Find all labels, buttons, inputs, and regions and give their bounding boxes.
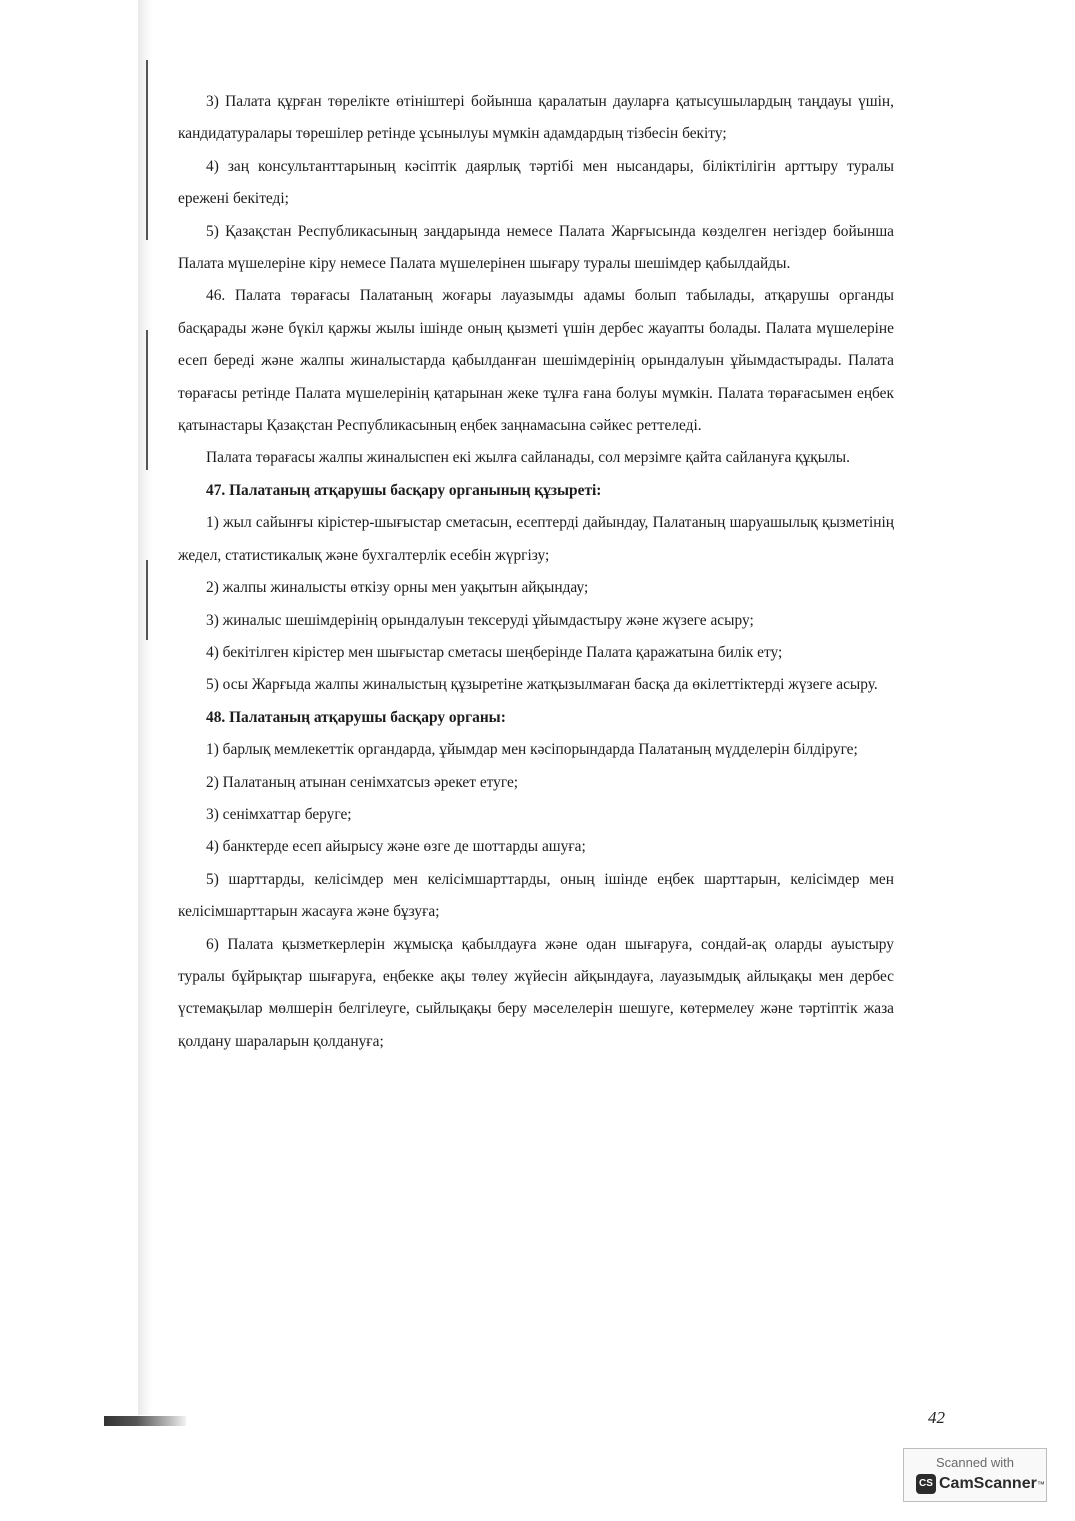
paragraph: 5) шарттарды, келісімдер мен келісімшарттарды, оның ішінде еңбек шарттарын, келісімдер мен келісімшарттарын жасауға және бұзуға;	[178, 870, 894, 921]
paragraph: 4) бекітілген кірістер мен шығыстар сметасы шеңберінде Палата қаражатына билік ету;	[206, 643, 783, 661]
page-number: 42	[928, 1408, 945, 1427]
scan-edge-bar	[104, 1416, 186, 1426]
paragraph: 3) Палата құрған төрелікте өтініштері бойынша қаралатын дауларға қатысушылардың таңдауы үшін, кандидатуралары төрешілер ретінде ұсынылуы мүмкін адамдардың тізбесін бекіту;	[178, 93, 894, 143]
paragraph: 3) сенімхаттар беруге;	[206, 805, 352, 823]
page-edge-line	[146, 560, 148, 640]
paragraph: 4) банктерде есеп айырысу және өзге де шоттарды ашуға;	[206, 838, 586, 856]
trademark-mark: ™	[1036, 1479, 1045, 1489]
watermark-caption: Scanned with	[935, 1455, 1015, 1470]
paragraph: 2) Палатаның атынан сенімхатсыз әрекет етуге;	[206, 773, 519, 791]
paragraph: 6) Палата қызметкерлерін жұмысқа қабылдауға және одан шығаруға, сондай-ақ оларды ауыстыру туралы бұйрықтар шығаруға, еңбекке ақы төлеу жүйесін айқындауға, лауазымдық айлықақы мен дербес үстемақылар мөлшерін белгілеуге, сыйлықақы беру мәселелерін шешуге, көтермелеу және тәртіптік жаза қолдану шараларын қолдануға;	[178, 935, 894, 1050]
page-edge-line	[146, 330, 148, 470]
paragraph: 5) осы Жарғыда жалпы жиналыстың құзыретіне жатқызылмаған басқа да өкілеттіктерді жүзеге асыру.	[206, 676, 878, 694]
paragraph: 4) заң консультанттарының кәсіптік даярлық тәртібі мен нысандары, біліктілігін арттыру туралы ережені бекітеді;	[178, 157, 894, 208]
watermark-brand: CamScanner	[939, 1475, 1037, 1492]
section-heading: 47. Палатаның атқарушы басқару органының құзыреті:	[206, 481, 602, 499]
section-heading: 48. Палатаның атқарушы басқару органы:	[206, 708, 506, 726]
paragraph: Палата төрағасы жалпы жиналыспен екі жылға сайланады, сол мерзімге қайта сайлануға құқылы.	[206, 449, 850, 467]
page-edge-line	[146, 60, 148, 240]
camscanner-logo-icon: CS	[916, 1474, 936, 1494]
paragraph: 3) жиналыс шешімдерінің орындалуын тексеруді ұйымдастыру және жүзеге асыру;	[206, 611, 754, 629]
paragraph: 46. Палата төрағасы Палатаның жоғары лауазымды адамы болып табылады, атқарушы органды басқарады және бүкіл қаржы жылы ішінде оның қызметі үшін дербес жауапты болады. Палата мүшелеріне есеп береді және жалпы жиналыстарда қабылданған шешімдерінің орындалуын ұйымдастырады. Палата төрағасы ретінде Палата мүшелерінің қатарынан жеке тұлға ғана болуы мүмкін. Палата төрағасымен еңбек қатынастары Қазақстан Республикасының еңбек заңнамасына сәйкес реттеледі.	[178, 287, 894, 435]
paragraph: 1) жыл сайынғы кірістер-шығыстар сметасын, есептерді дайындау, Палатаның шаруашылық қызметінің жедел, статистикалық және бухгалтерлік есебін жүргізу;	[178, 514, 894, 564]
camscanner-watermark	[903, 1448, 1047, 1502]
paragraph: 1) барлық мемлекеттік органдарда, ұйымдар мен кәсіпорындарда Палатаның мүдделерін білдіруге;	[206, 741, 858, 759]
page-edge-shadow	[138, 0, 152, 1415]
paragraph: 5) Қазақстан Республикасының заңдарында немесе Палата Жарғысында көзделген негіздер бойынша Палата мүшелеріне кіру немесе Палата мүшелерінен шығару туралы шешімдер қабылдайды.	[178, 222, 894, 273]
watermark-brand-row	[916, 1474, 1045, 1494]
paragraph: 2) жалпы жиналысты өткізу орны мен уақытын айқындау;	[206, 579, 589, 597]
document-body	[178, 86, 894, 1058]
